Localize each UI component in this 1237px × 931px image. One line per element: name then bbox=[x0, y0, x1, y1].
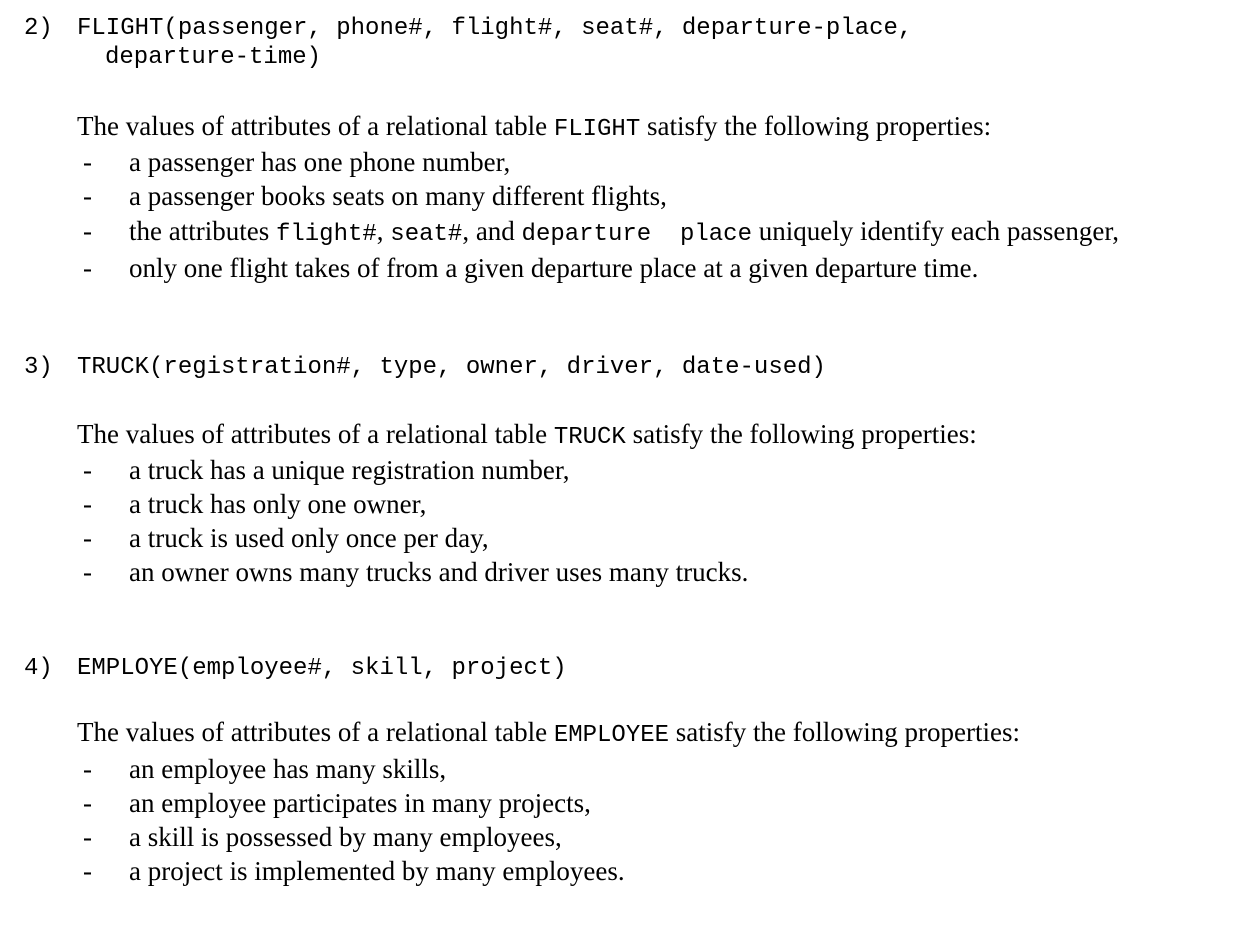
list-item-text: a project is implemented by many employees. bbox=[129, 856, 625, 886]
intro-text-tail: satisfy the following properties: bbox=[669, 717, 1020, 747]
bullet-dash: - bbox=[83, 856, 92, 886]
list-item-text: an employee participates in many projects, bbox=[129, 788, 591, 818]
truck-properties-list bbox=[77, 453, 1173, 589]
bullet-dash: - bbox=[83, 455, 92, 485]
list-item bbox=[77, 179, 1173, 213]
employee-intro bbox=[77, 715, 1020, 753]
relation-schema-continuation: departure-time) bbox=[105, 44, 322, 71]
list-item bbox=[77, 487, 1173, 521]
list-item bbox=[77, 521, 1173, 555]
list-item-text: an employee has many skills, bbox=[129, 754, 447, 784]
intro-text: The values of attributes of a relational table bbox=[77, 419, 554, 449]
intro-text: The values of attributes of a relational table bbox=[77, 717, 554, 747]
truck-heading bbox=[24, 353, 826, 382]
employee-heading bbox=[24, 654, 567, 683]
bullet-dash: - bbox=[83, 216, 92, 246]
flight-properties-list bbox=[77, 145, 1173, 285]
intro-text-tail: satisfy the following properties: bbox=[625, 419, 977, 449]
list-item-text: a truck has only one owner, bbox=[129, 489, 427, 519]
list-item bbox=[77, 251, 1173, 285]
list-item-text: , and bbox=[462, 216, 522, 246]
list-item-text: an owner owns many trucks and driver uses many trucks. bbox=[129, 557, 749, 587]
intro-text-tail: satisfy the following properties: bbox=[640, 111, 992, 141]
list-item bbox=[77, 213, 1173, 253]
relation-schema: TRUCK(registration#, type, owner, driver, date-used) bbox=[77, 354, 826, 381]
list-item bbox=[77, 453, 1173, 487]
table-name: FLIGHT bbox=[553, 116, 641, 143]
bullet-dash: - bbox=[83, 523, 92, 553]
list-item-text: a passenger has one phone number, bbox=[129, 147, 511, 177]
section-number: 4) bbox=[24, 655, 53, 682]
list-item-text: only one flight takes of from a given departure place at a given departure time. bbox=[129, 253, 979, 283]
list-item-text: , bbox=[376, 216, 391, 246]
list-item bbox=[77, 145, 1173, 179]
list-item-text: a truck has a unique registration number, bbox=[129, 455, 570, 485]
list-item-text: uniquely identify each passenger, bbox=[751, 216, 1120, 246]
employee-properties-list bbox=[77, 752, 1173, 888]
section-number: 3) bbox=[24, 354, 53, 381]
relation-schema: FLIGHT(passenger, phone#, flight#, seat#, departure-place, bbox=[77, 15, 913, 42]
bullet-dash: - bbox=[83, 754, 92, 784]
bullet-dash: - bbox=[83, 557, 92, 587]
truck-intro bbox=[77, 417, 977, 455]
flight-heading bbox=[24, 14, 912, 43]
list-item-text: a passenger books seats on many different flights, bbox=[129, 181, 667, 211]
table-name: TRUCK bbox=[553, 424, 626, 451]
attribute-code: seat# bbox=[390, 221, 463, 248]
bullet-dash: - bbox=[83, 253, 92, 283]
list-item bbox=[77, 854, 1173, 888]
list-item bbox=[77, 786, 1173, 820]
list-item bbox=[77, 752, 1173, 786]
intro-text: The values of attributes of a relational table bbox=[77, 111, 554, 141]
relation-schema: EMPLOYE(employee#, skill, project) bbox=[77, 655, 567, 682]
section-number: 2) bbox=[24, 15, 53, 42]
bullet-dash: - bbox=[83, 181, 92, 211]
attribute-code: departure place bbox=[521, 221, 752, 248]
flight-intro bbox=[77, 109, 991, 147]
attribute-code: flight# bbox=[275, 221, 377, 248]
list-item-text: a truck is used only once per day, bbox=[129, 523, 489, 553]
list-item-text: a skill is possessed by many employees, bbox=[129, 822, 562, 852]
bullet-dash: - bbox=[83, 822, 92, 852]
list-item-text: the attributes bbox=[129, 216, 276, 246]
bullet-dash: - bbox=[83, 147, 92, 177]
list-item bbox=[77, 820, 1173, 854]
list-item bbox=[77, 555, 1173, 589]
table-name: EMPLOYEE bbox=[553, 722, 670, 749]
bullet-dash: - bbox=[83, 489, 92, 519]
bullet-dash: - bbox=[83, 788, 92, 818]
